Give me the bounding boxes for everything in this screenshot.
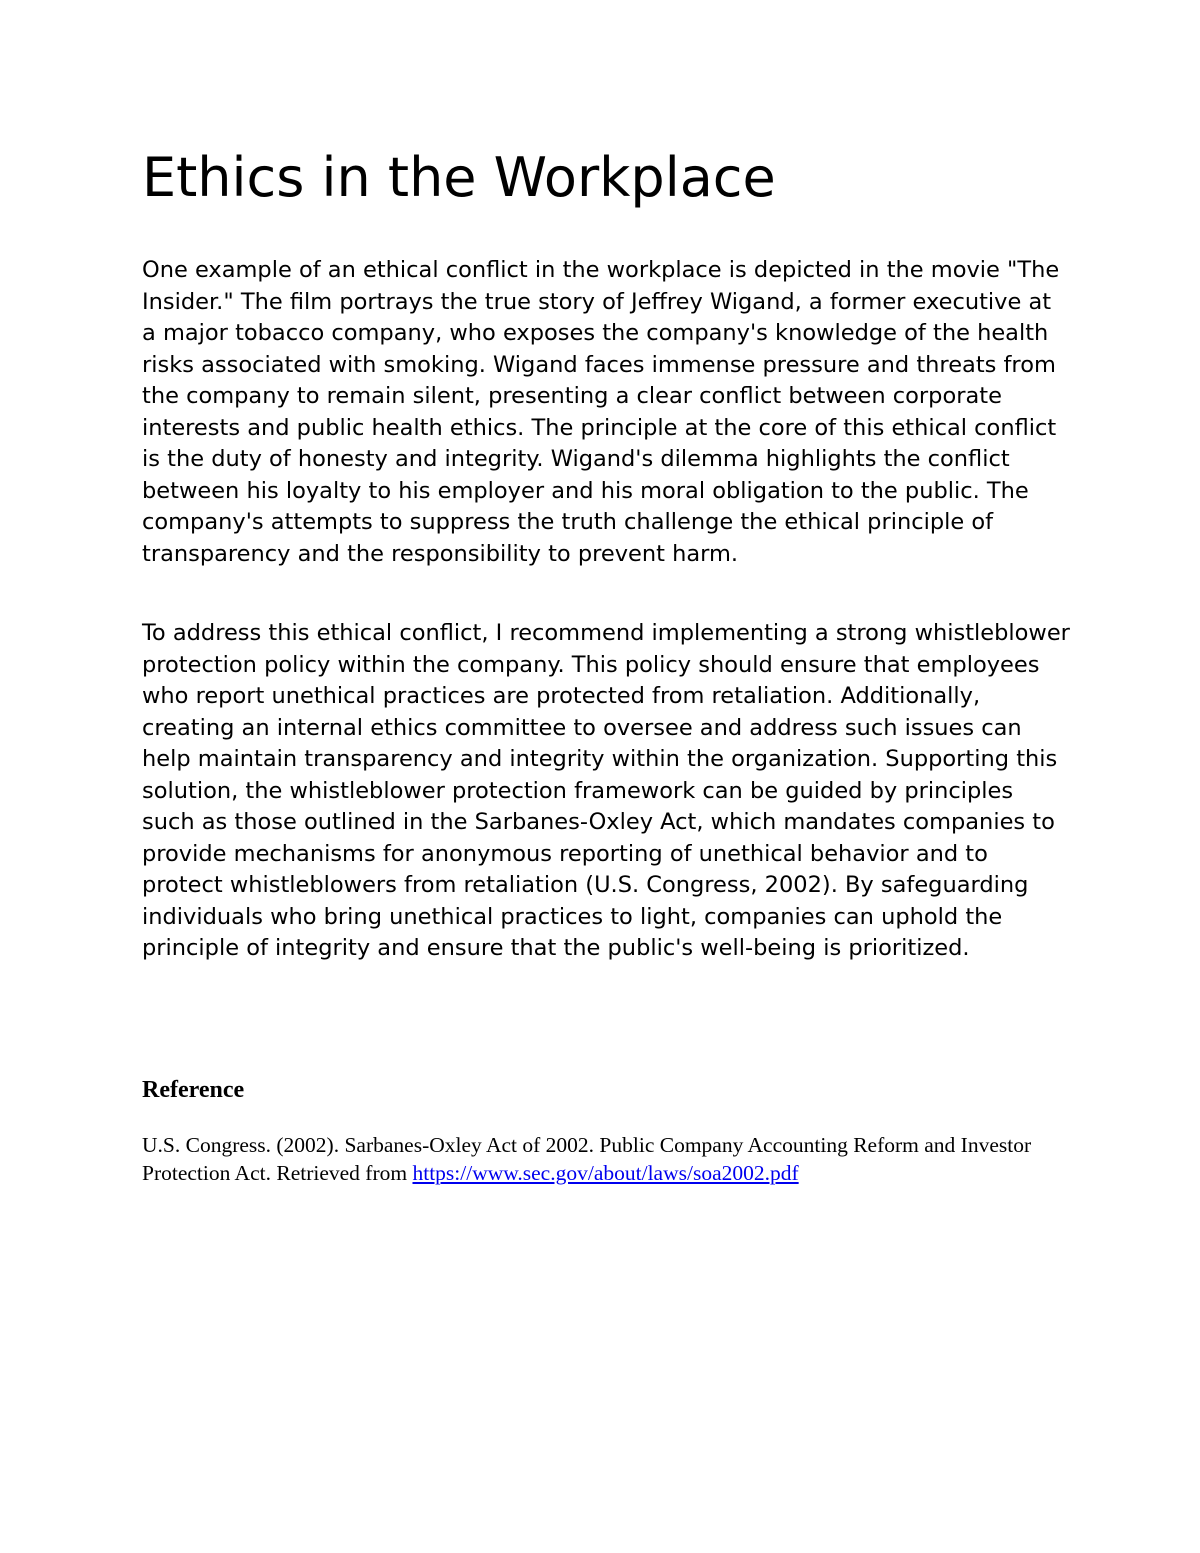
body-paragraph-2: To address this ethical conflict, I recommend implementing a strong whistleblower protection policy within the company. This policy should ensure that employees who report unethical practices are protected from retaliation. Additionally, creating an internal ethics committee to oversee and address such issues can help maintain transparency and integrity within the organization. Supporting this solution, the whistleblower protection framework can be guided by principles such as those outlined in the Sarbanes-Oxley Act, which mandates companies to provide mechanisms for anonymous reporting of unethical behavior and to protect whistleblowers from retaliation (U.S. Congress, 2002). By safeguarding individuals who bring unethical practices to light, companies can uphold the principle of integrity and ensure that the public's well-being is prioritized. (142, 620, 1070, 961)
body-paragraph-1: One example of an ethical conflict in the workplace is depicted in the movie "The Insider." The film portrays the true story of Jeffrey Wigand, a former executive at a major tobacco company, who exposes the company's knowledge of the health risks associated with smoking. Wigand faces immense pressure and threats from the company to remain silent, presenting a clear conflict between corporate interests and public health ethics. The principle at the core of this ethical conflict is the duty of honesty and integrity. Wigand's dilemma highlights the conflict between his loyalty to his employer and his moral obligation to the public. The company's attempts to suppress the truth challenge the ethical principle of transparency and the responsibility to prevent harm. (142, 257, 1060, 567)
reference-citation (142, 1131, 1062, 1187)
reference-citation-text: U.S. Congress. (2002). Sarbanes-Oxley Act of 2002. Public Company Accounting Reform and Investor Protection Act. Retrieved from (142, 1133, 1032, 1185)
reference-heading: Reference (142, 1077, 245, 1103)
reference-link[interactable]: https://www.sec.gov/about/laws/soa2002.pdf (412, 1161, 799, 1185)
document-title: Ethics in the Workplace (142, 146, 776, 209)
